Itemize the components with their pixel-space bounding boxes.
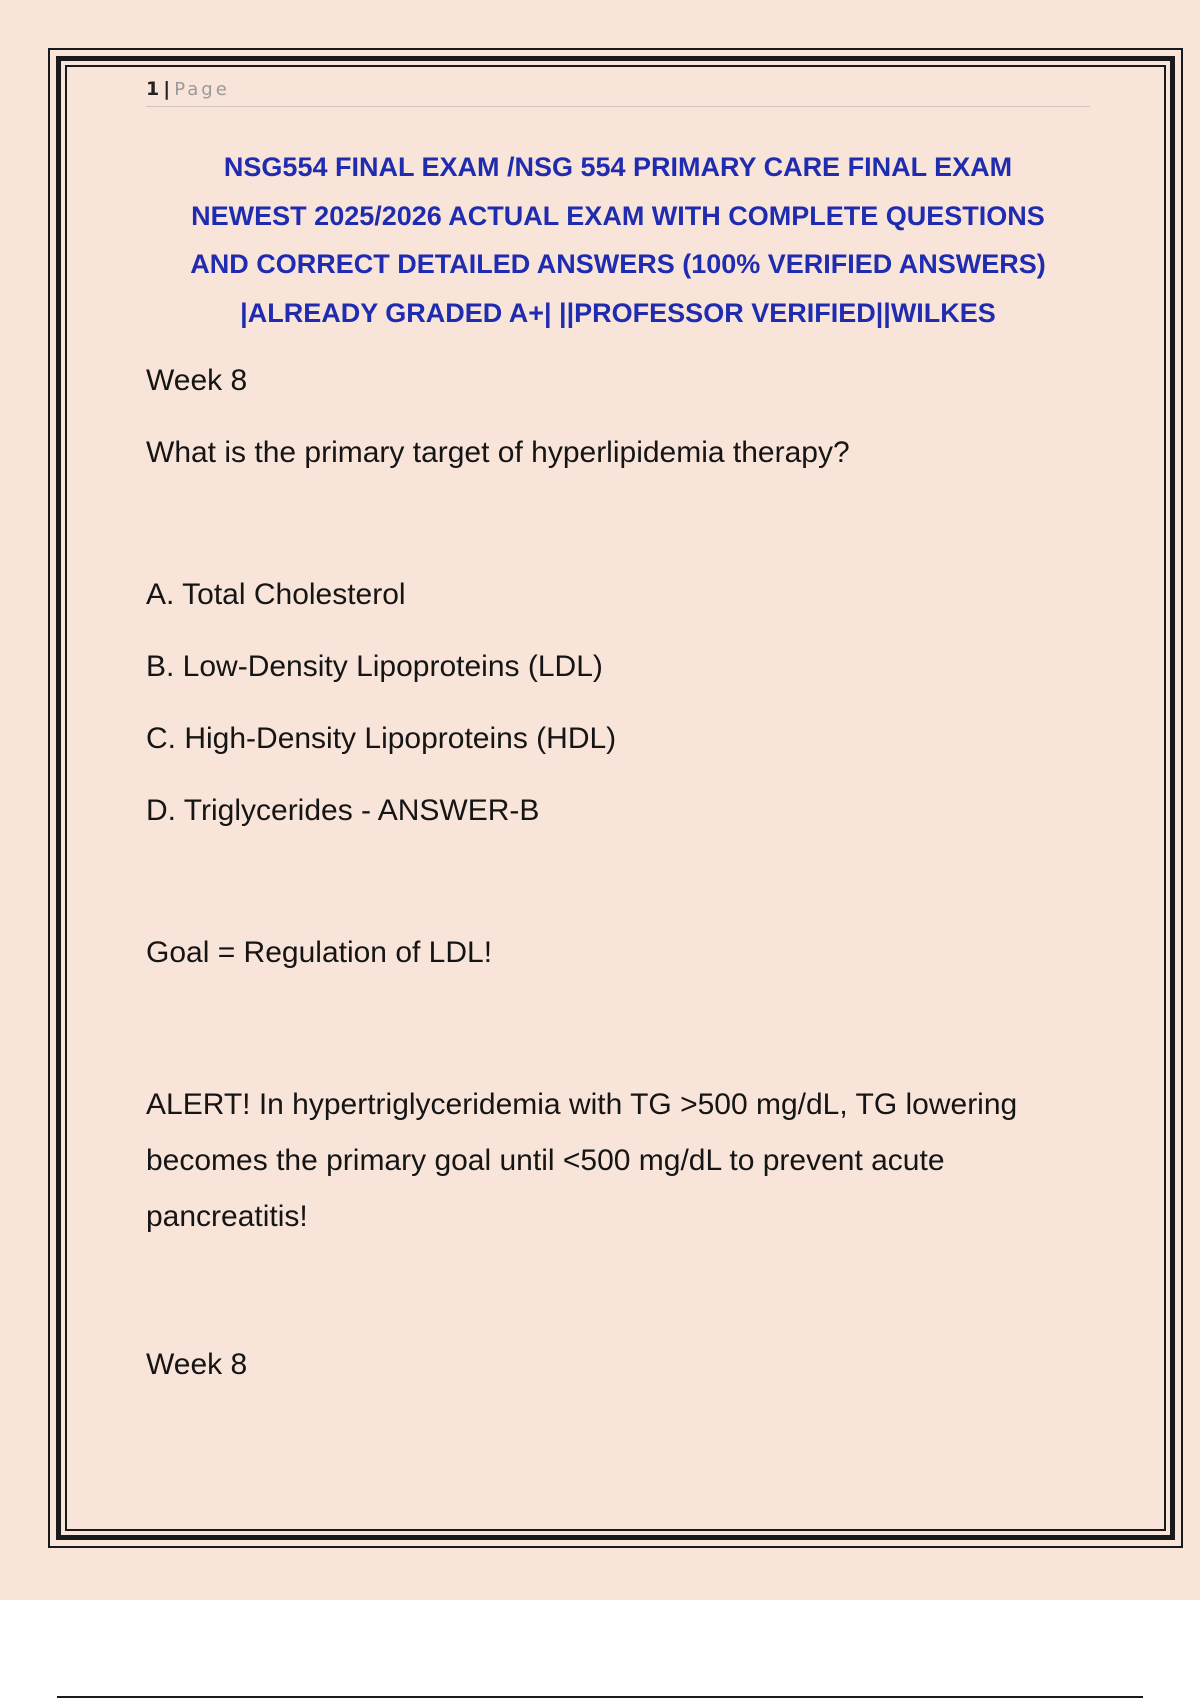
title-line: AND CORRECT DETAILED ANSWERS (100% VERIFIED ANSWERS) xyxy=(190,249,1046,279)
answer-option-b: B. Low-Density Lipoproteins (LDL) xyxy=(146,650,603,683)
next-week-label: Week 8 xyxy=(146,1348,248,1381)
title-line: NEWEST 2025/2026 ACTUAL EXAM WITH COMPLETE QUESTIONS xyxy=(191,200,1045,231)
alert-note: ALERT! In hypertriglyceridemia with TG >500 mg/dL, TG lowering becomes the primary goal until <500 mg/dL to prevent acute pancreatitis! xyxy=(146,1088,1018,1233)
page-content xyxy=(146,72,1090,1383)
title-line: NSG554 FINAL EXAM /NSG 554 PRIMARY CARE FINAL EXAM xyxy=(223,152,1013,182)
question-text: What is the primary target of hyperlipidemia therapy? xyxy=(146,436,850,469)
page-header xyxy=(146,72,1090,107)
page-header-separator: | xyxy=(163,78,171,100)
page-number: 1 xyxy=(146,78,160,100)
answer-option-a: A. Total Cholesterol xyxy=(146,578,406,611)
footer-divider xyxy=(57,1696,1143,1698)
answer-option-c: C. High-Density Lipoproteins (HDL) xyxy=(146,722,617,755)
answer-option-d: D. Triglycerides - ANSWER-B xyxy=(146,794,540,827)
title-line: |ALREADY GRADED A+| ||PROFESSOR VERIFIED||WILKES xyxy=(240,297,996,328)
goal-note: Goal = Regulation of LDL! xyxy=(146,936,493,969)
week-label: Week 8 xyxy=(146,364,248,397)
document-title xyxy=(146,143,1090,337)
page-label: Page xyxy=(174,79,230,100)
